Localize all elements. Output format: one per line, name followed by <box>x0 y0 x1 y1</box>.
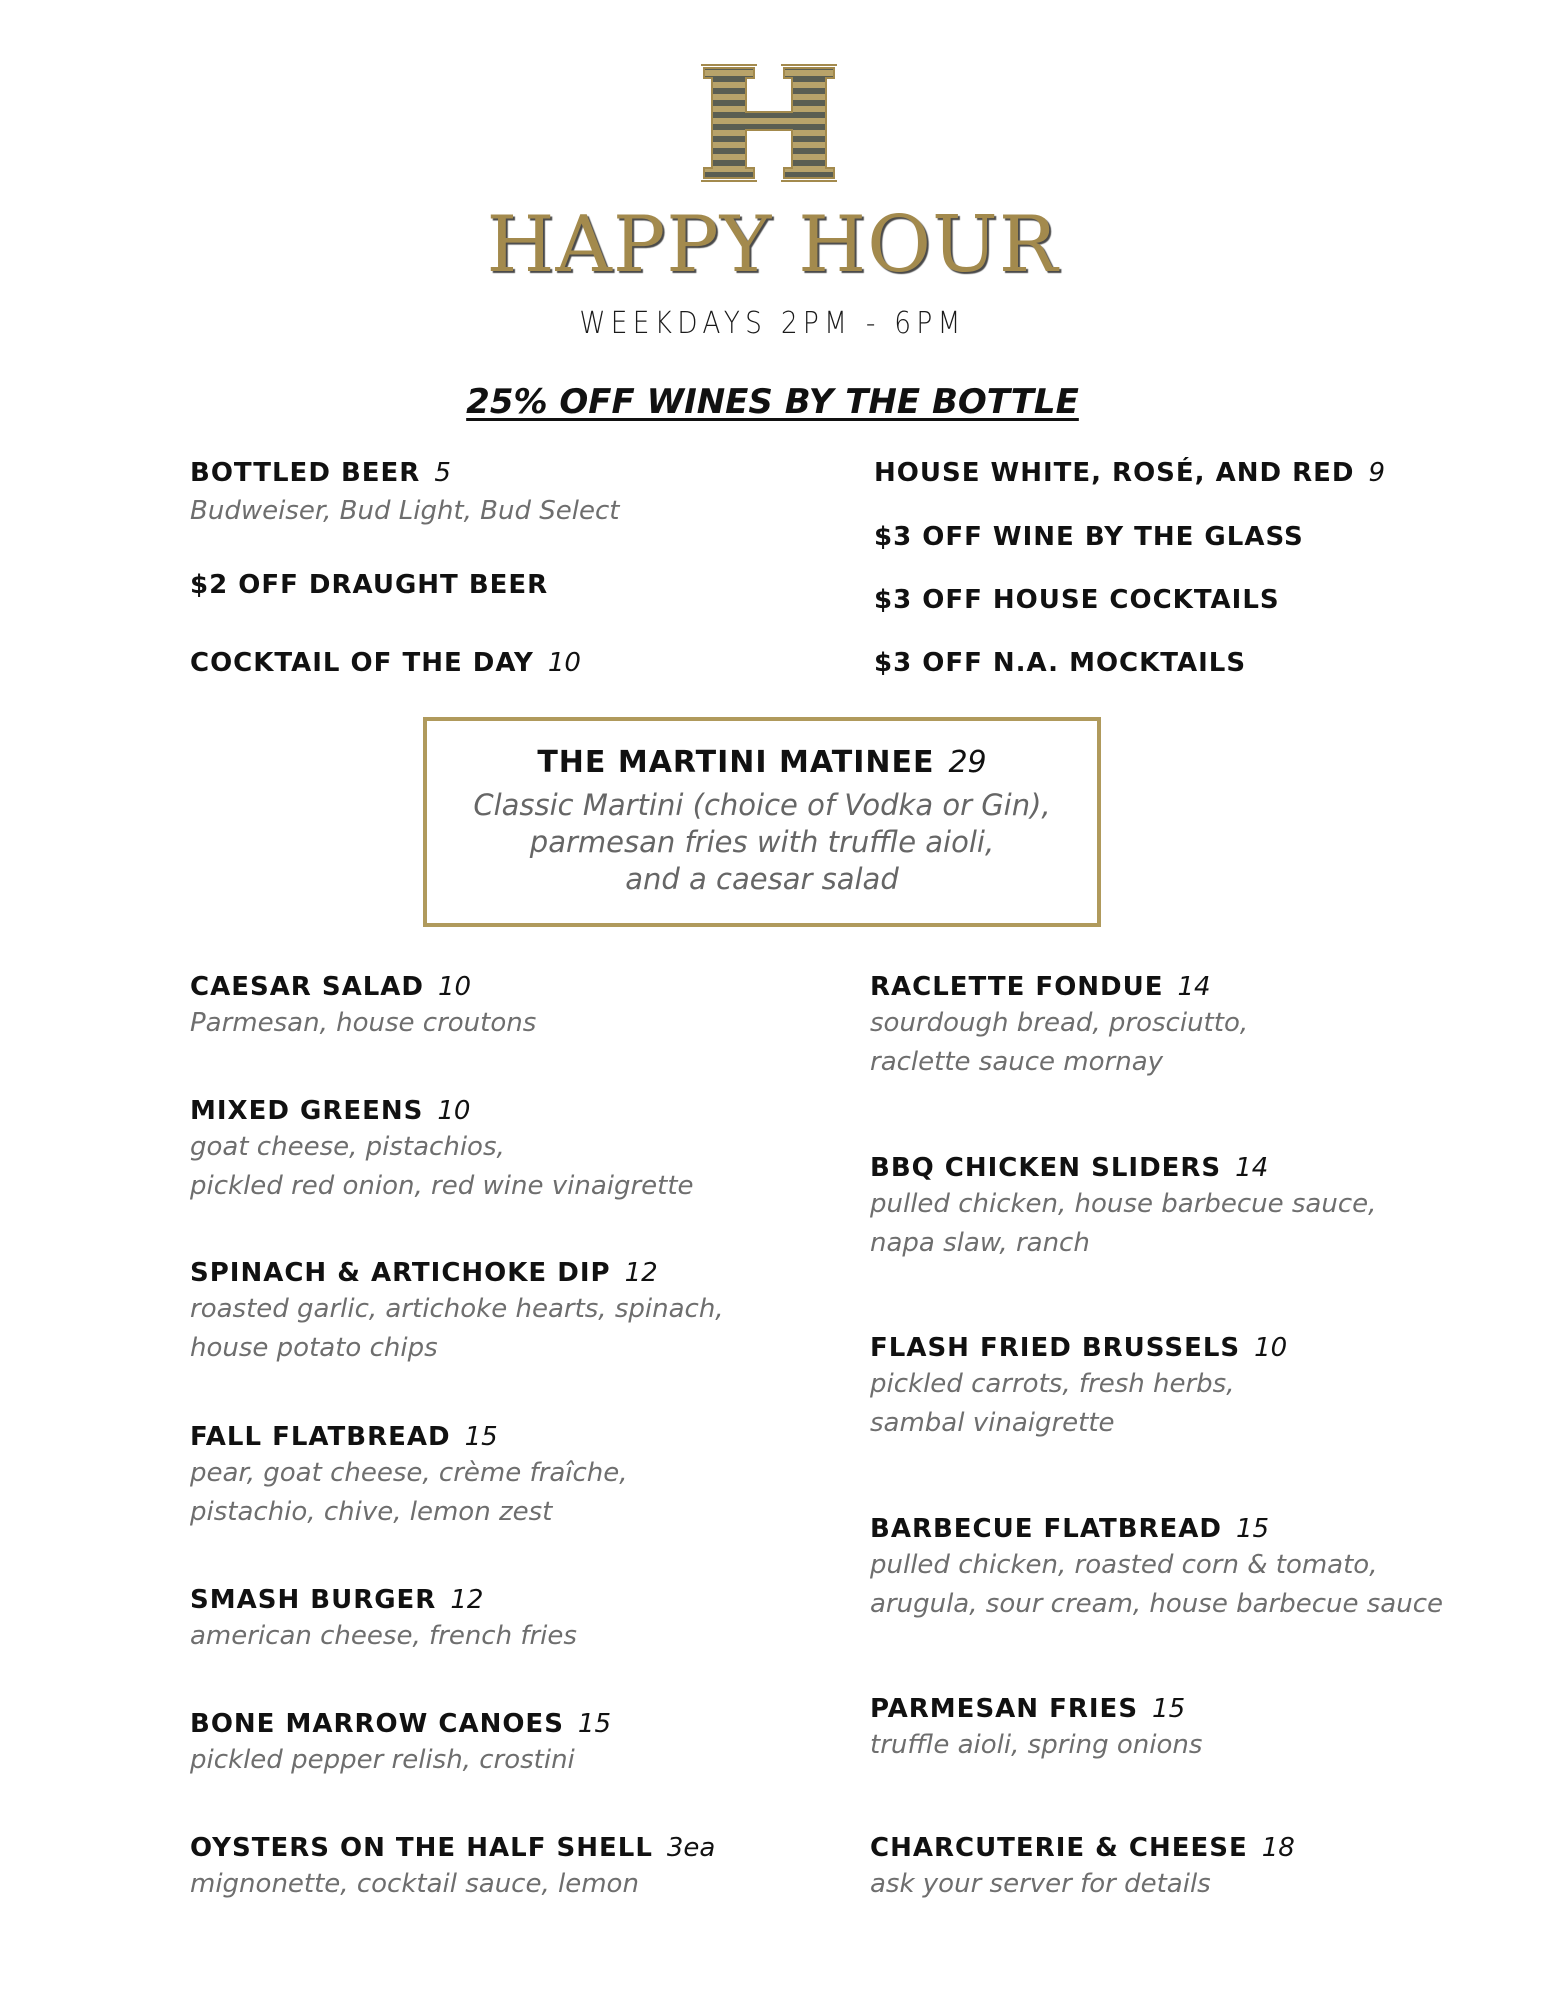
item-price: 10 <box>437 1096 471 1126</box>
item-price: 9 <box>1368 458 1386 488</box>
item-price: 15 <box>1152 1694 1186 1724</box>
item-description: pistachio, chive, lemon zest <box>190 1497 553 1527</box>
item-price: 10 <box>438 972 472 1002</box>
item-name: CAESAR SALAD 10 <box>190 972 472 1002</box>
item-description: pear, goat cheese, crème fraîche, <box>190 1458 628 1488</box>
drink-item <box>190 646 581 680</box>
martini-description: Classic Martini (choice of Vodka or Gin), parmesan fries with truffle aioli, and a caesar salad <box>473 788 1051 896</box>
food-item <box>190 1094 694 1206</box>
item-name: COCKTAIL OF THE DAY 10 <box>190 648 581 678</box>
item-description: house potato chips <box>190 1333 438 1363</box>
food-item <box>870 1331 1287 1443</box>
food-item <box>870 970 1248 1082</box>
item-description: pickled carrots, fresh herbs, <box>870 1369 1235 1399</box>
item-description: pulled chicken, house barbecue sauce, <box>870 1189 1377 1219</box>
food-item <box>190 1583 577 1656</box>
item-description: truffle aioli, spring onions <box>870 1730 1203 1760</box>
item-name: $3 OFF N.A. MOCKTAILS <box>874 648 1247 678</box>
food-item <box>870 1151 1376 1263</box>
food-item <box>190 1420 628 1532</box>
item-price: 15 <box>1236 1514 1270 1544</box>
food-item <box>870 1692 1202 1765</box>
drink-item <box>874 583 1280 617</box>
item-name: PARMESAN FRIES 15 <box>870 1694 1186 1724</box>
drink-item <box>874 456 1385 490</box>
item-description: sourdough bread, prosciutto, <box>870 1008 1249 1038</box>
item-name: FALL FLATBREAD 15 <box>190 1422 498 1452</box>
item-price: 18 <box>1261 1833 1295 1863</box>
martini-price: 29 <box>948 745 987 780</box>
item-description: american cheese, french fries <box>190 1621 577 1651</box>
item-name: BOTTLED BEER 5 <box>190 458 451 488</box>
item-price: 12 <box>450 1585 484 1615</box>
food-item <box>190 1707 611 1780</box>
item-price: 12 <box>624 1258 658 1288</box>
food-item <box>870 1512 1443 1624</box>
item-name: HOUSE WHITE, ROSÉ, AND RED 9 <box>874 458 1386 488</box>
item-price: 5 <box>434 458 451 488</box>
item-name: RACLETTE FONDUE 14 <box>870 972 1211 1002</box>
item-name: BARBECUE FLATBREAD 15 <box>870 1514 1270 1544</box>
drink-item <box>190 456 619 531</box>
drink-item <box>874 520 1304 554</box>
item-price: 14 <box>1177 972 1211 1002</box>
item-description: Parmesan, house croutons <box>190 1008 537 1038</box>
item-name: $2 OFF DRAUGHT BEER <box>190 570 549 600</box>
item-name: OYSTERS ON THE HALF SHELL 3ea <box>190 1833 716 1863</box>
food-item <box>190 1831 715 1904</box>
food-item <box>870 1831 1295 1904</box>
item-description: ask your server for details <box>870 1869 1211 1899</box>
item-name: CHARCUTERIE & CHEESE 18 <box>870 1833 1295 1863</box>
item-price: 14 <box>1235 1153 1269 1183</box>
drink-item <box>874 646 1246 680</box>
item-name: MIXED GREENS 10 <box>190 1096 471 1126</box>
item-name: BONE MARROW CANOES 15 <box>190 1709 612 1739</box>
item-price: 10 <box>547 648 581 678</box>
item-name: SMASH BURGER 12 <box>190 1585 484 1615</box>
item-description: pickled pepper relish, crostini <box>190 1745 575 1775</box>
item-price: 15 <box>464 1422 498 1452</box>
promo-headline: 25% OFF WINES BY THE BOTTLE <box>466 382 1079 422</box>
item-description: raclette sauce mornay <box>870 1047 1164 1077</box>
item-description: pickled red onion, red wine vinaigrette <box>190 1171 694 1201</box>
item-name: BBQ CHICKEN SLIDERS 14 <box>870 1153 1269 1183</box>
item-description: napa slaw, ranch <box>870 1228 1090 1258</box>
item-price: 10 <box>1254 1333 1288 1363</box>
item-price: 15 <box>577 1709 612 1739</box>
drink-item <box>190 568 548 602</box>
item-name: $3 OFF HOUSE COCKTAILS <box>874 585 1280 615</box>
item-description: Budweiser, Bud Light, Bud Select <box>190 496 620 526</box>
food-item <box>190 1256 724 1368</box>
item-description: roasted garlic, artichoke hearts, spinach, <box>190 1294 724 1324</box>
item-name: FLASH FRIED BRUSSELS 10 <box>870 1333 1288 1363</box>
item-name: SPINACH & ARTICHOKE DIP 12 <box>190 1258 658 1288</box>
martini-title: THE MARTINI MATINEE 29 <box>537 745 987 780</box>
item-description: mignonette, cocktail sauce, lemon <box>190 1869 639 1899</box>
item-description: arugula, sour cream, house barbecue sauce <box>870 1589 1444 1619</box>
martini-feature-box <box>423 717 1101 927</box>
item-name: $3 OFF WINE BY THE GLASS <box>874 522 1304 552</box>
h-logo-icon <box>700 64 838 182</box>
item-description: sambal vinaigrette <box>870 1408 1115 1438</box>
item-price: 3ea <box>666 1833 716 1863</box>
hours-subtitle: WEEKDAYS 2PM - 6PM <box>579 306 966 341</box>
page-title: HAPPY HOUR <box>486 200 1059 290</box>
item-description: pulled chicken, roasted corn & tomato, <box>870 1550 1378 1580</box>
item-description: goat cheese, pistachios, <box>190 1132 505 1162</box>
food-item <box>190 970 536 1043</box>
